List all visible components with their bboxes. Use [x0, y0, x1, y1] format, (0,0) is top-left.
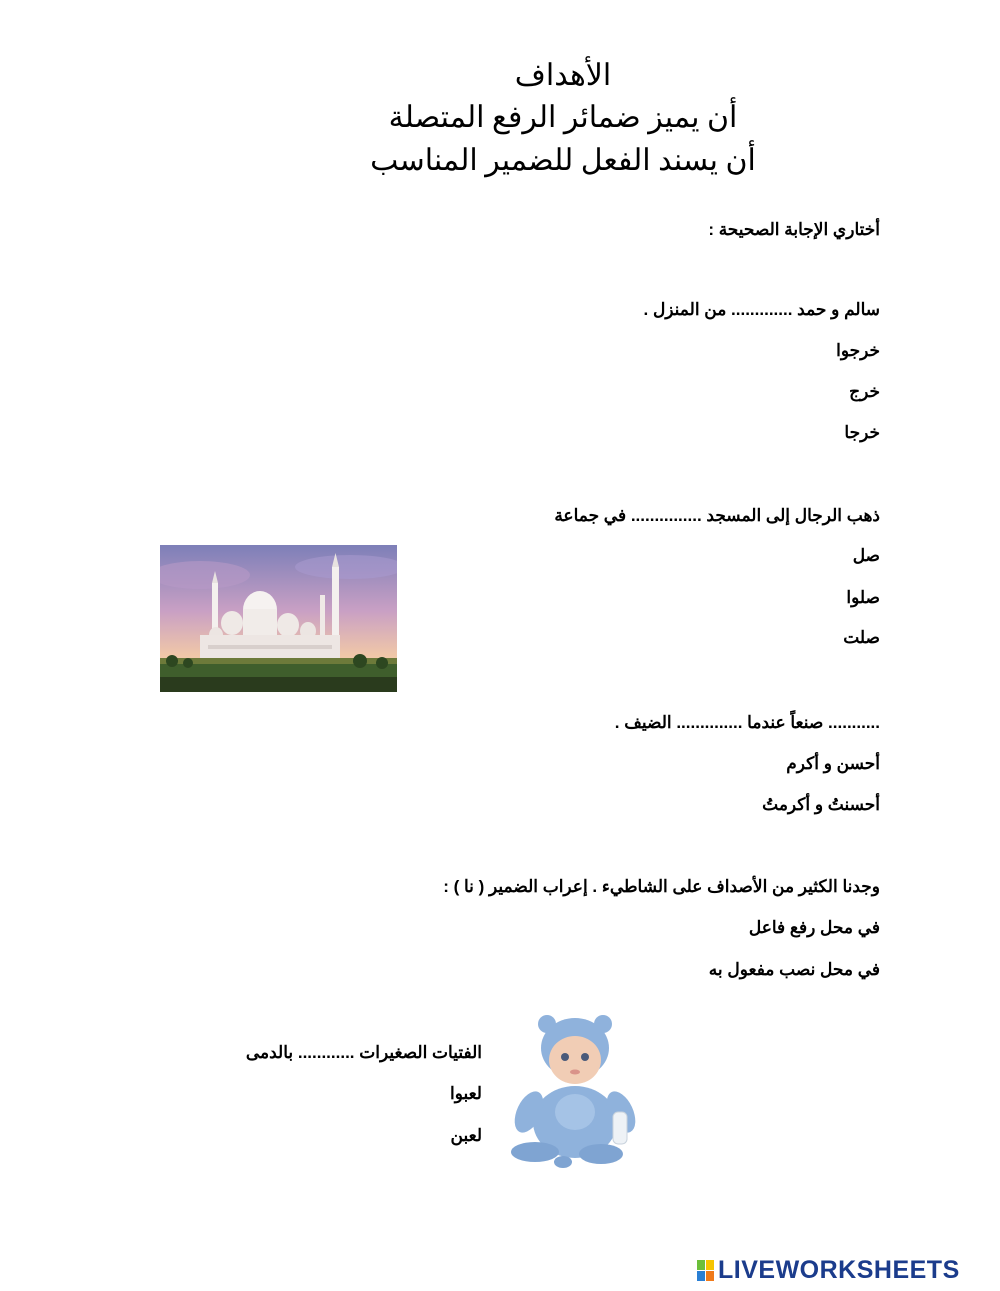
question-2-option-2[interactable]: صلوا — [846, 588, 880, 607]
goals-title: الأهداف — [514, 59, 612, 92]
mosque-image — [160, 545, 397, 692]
question-5-option-2[interactable]: لعبن — [450, 1126, 482, 1145]
question-3-option-2[interactable]: أحسنتُ و أكرمتُ — [762, 795, 880, 814]
question-4-option-1[interactable]: في محل رفع فاعل — [748, 918, 880, 937]
question-3-option-1[interactable]: أحسن و أكرم — [786, 754, 880, 773]
question-4-prompt: وجدنا الكثير من الأصداف على الشاطيء . إعراب الضمير ( نا ) : — [443, 877, 880, 896]
logo-square-orange — [706, 1271, 714, 1281]
logo-square-yellow — [706, 1260, 714, 1270]
logo-brand-text: LIVEWORKSHEETS — [718, 1255, 960, 1284]
goal-1: أن يميز ضمائر الرفع المتصلة — [388, 101, 738, 134]
instruction: أختاري الإجابة الصحيحة : — [708, 220, 880, 239]
question-3-prompt: ........... صنعاً عندما .............. الضيف . — [614, 713, 880, 732]
goal-2: أن يسند الفعل للضمير المناسب — [370, 144, 756, 177]
logo-square-blue — [697, 1271, 705, 1281]
doll-illustration — [505, 1012, 645, 1174]
question-2-option-3[interactable]: صلت — [843, 628, 880, 647]
question-2-option-1[interactable]: صل — [852, 546, 880, 565]
question-1-option-2[interactable]: خرج — [849, 382, 880, 401]
question-4-option-2[interactable]: في محل نصب مفعول به — [708, 960, 880, 979]
logo-square-green — [697, 1260, 705, 1270]
question-1-option-1[interactable]: خرجوا — [836, 341, 880, 360]
question-2-prompt: ذهب الرجال إلى المسجد ............... في جماعة — [554, 506, 880, 525]
logo-icon — [697, 1260, 714, 1281]
liveworksheets-logo[interactable] — [697, 1255, 960, 1285]
question-5-option-1[interactable]: لعبوا — [449, 1084, 482, 1103]
question-1-option-3[interactable]: خرجا — [844, 423, 880, 442]
mosque-illustration — [160, 545, 397, 692]
baby-doll-image — [505, 1012, 645, 1174]
question-1-prompt: سالم و حمد ............. من المنزل . — [643, 300, 880, 319]
question-5-prompt: الفتيات الصغيرات ............ بالدمى — [245, 1043, 482, 1062]
